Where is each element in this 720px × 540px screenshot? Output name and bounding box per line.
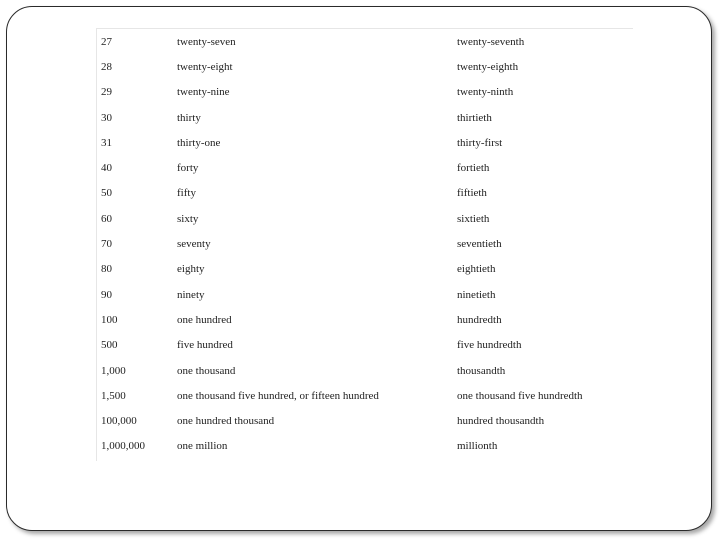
cardinal-cell: one hundred thousand — [177, 415, 275, 428]
ordinal-cell: twenty-ninth — [457, 86, 514, 99]
table-row — [97, 54, 633, 79]
number-cell: 80 — [101, 263, 112, 276]
cardinal-cell: sixty — [177, 212, 199, 225]
cardinal-cell: seventy — [177, 238, 211, 251]
cardinal-cell: one million — [177, 440, 228, 453]
table-row — [97, 231, 633, 256]
table-row — [97, 29, 633, 54]
number-cell: 27 — [101, 35, 112, 48]
ordinal-cell: eightieth — [457, 263, 496, 276]
number-cell: 1,000 — [101, 364, 126, 377]
ordinal-cell: fiftieth — [457, 187, 487, 200]
ordinal-cell: twenty-eighth — [457, 60, 519, 73]
cardinal-cell: one thousand five hundred, or fifteen hundred — [177, 389, 379, 402]
cardinal-cell: eighty — [177, 263, 205, 276]
table-body — [97, 29, 633, 459]
number-cell: 1,500 — [101, 389, 126, 402]
table-row — [97, 80, 633, 105]
table-row — [97, 257, 633, 282]
cardinal-cell: thirty — [177, 111, 201, 124]
number-cell: 40 — [101, 162, 112, 175]
ordinal-cell: hundredth — [457, 313, 502, 326]
table-row — [97, 383, 633, 408]
ordinal-cell: millionth — [457, 440, 498, 453]
table-row — [97, 155, 633, 180]
cardinal-cell: twenty-nine — [177, 86, 230, 99]
number-cell: 90 — [101, 288, 112, 301]
number-cell: 50 — [101, 187, 112, 200]
table-row — [97, 358, 633, 383]
table-row — [97, 130, 633, 155]
table-row — [97, 434, 633, 459]
ordinal-cell: thirtieth — [457, 111, 492, 124]
ordinal-cell: twenty-seventh — [457, 35, 525, 48]
number-cell: 70 — [101, 238, 112, 251]
cardinal-cell: thirty-one — [177, 136, 221, 149]
table-row — [97, 206, 633, 231]
cardinal-cell: one hundred — [177, 313, 232, 326]
cardinal-cell: forty — [177, 162, 199, 175]
number-cell: 29 — [101, 86, 112, 99]
ordinal-cell: thousandth — [457, 364, 506, 377]
ordinal-cell: thirty-first — [457, 136, 503, 149]
number-cell: 100 — [101, 313, 118, 326]
table-row — [97, 282, 633, 307]
table-row — [97, 105, 633, 130]
table-row — [97, 307, 633, 332]
cardinal-cell: twenty-seven — [177, 35, 236, 48]
number-cell: 1,000,000 — [101, 440, 145, 453]
table-row — [97, 408, 633, 433]
number-cell: 100,000 — [101, 415, 137, 428]
number-cell: 60 — [101, 212, 112, 225]
table-row — [97, 181, 633, 206]
ordinal-cell: hundred thousandth — [457, 415, 545, 428]
number-words-table-container — [96, 28, 633, 461]
number-cell: 31 — [101, 136, 112, 149]
number-cell: 28 — [101, 60, 112, 73]
ordinal-cell: fortieth — [457, 162, 490, 175]
table-row — [97, 333, 633, 358]
cardinal-cell: five hundred — [177, 339, 233, 352]
number-words-table — [97, 29, 633, 459]
ordinal-cell: sixtieth — [457, 212, 490, 225]
cardinal-cell: fifty — [177, 187, 196, 200]
ordinal-cell: one thousand five hundredth — [457, 389, 583, 402]
ordinal-cell: ninetieth — [457, 288, 496, 301]
cardinal-cell: ninety — [177, 288, 205, 301]
ordinal-cell: five hundredth — [457, 339, 522, 352]
cardinal-cell: one thousand — [177, 364, 236, 377]
number-cell: 500 — [101, 339, 118, 352]
cardinal-cell: twenty-eight — [177, 60, 233, 73]
ordinal-cell: seventieth — [457, 238, 502, 251]
number-cell: 30 — [101, 111, 112, 124]
